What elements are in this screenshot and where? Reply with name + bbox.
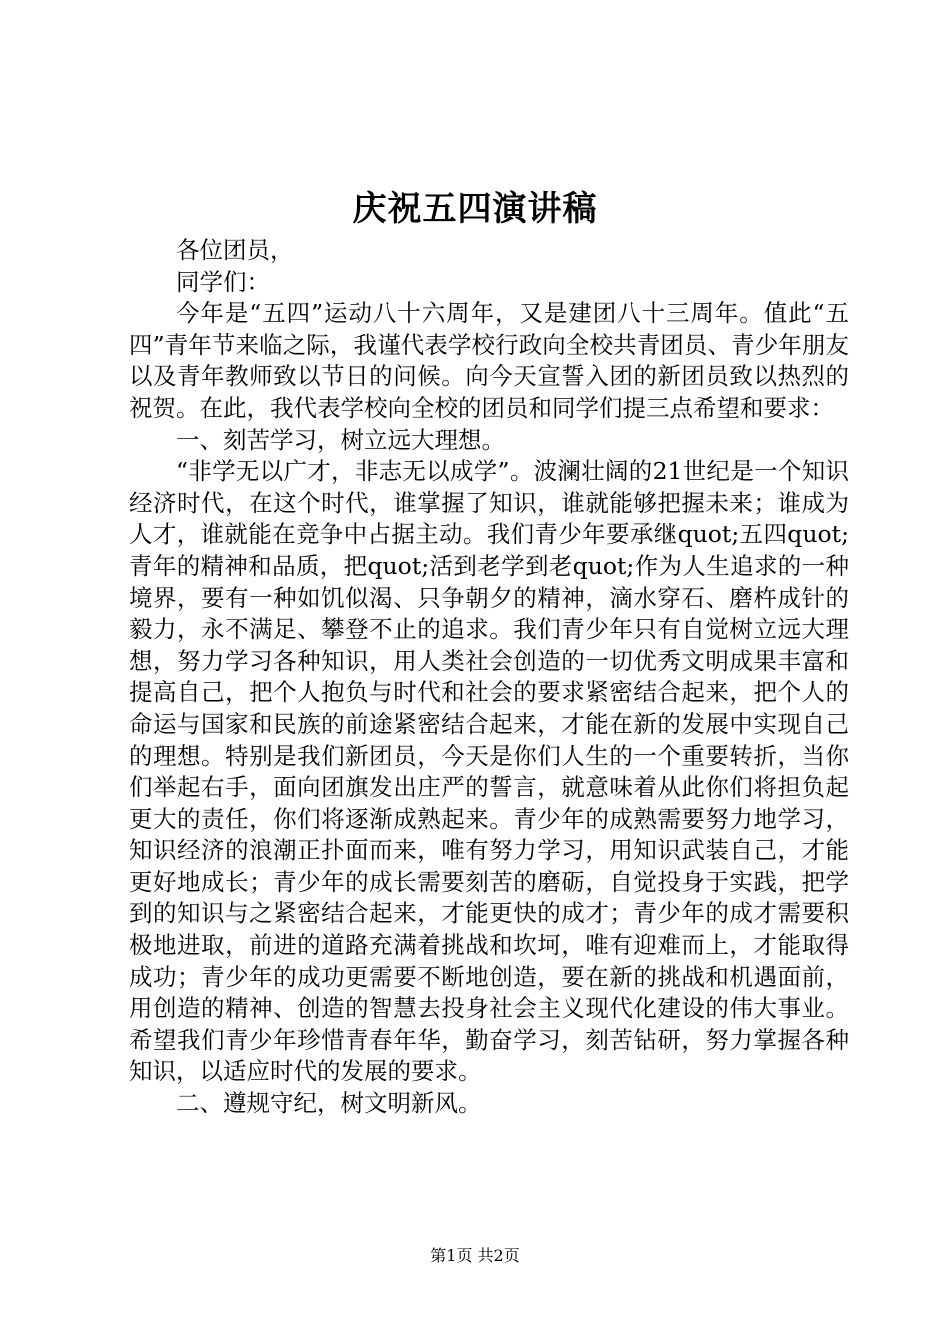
intro-paragraph: 今年是“五四”运动八十六周年，又是建团八十三周年。值此“五四”青年节来临之际，我谨代表学校行政向全校共青团员、青少年朋友以及青年教师致以节日的问候。向今天宣誓入团的新团员致以热烈的祝贺。在此，我代表学校向全校的团员和同学们提三点希望和要求： [129,299,849,422]
salutation-members: 各位团员， [176,236,294,264]
section-heading-2: 二、遵规守纪，树文明新风。 [176,1089,482,1118]
document-title: 庆祝五四演讲稿 [352,189,598,229]
section-1-paragraph: “非学无以广才，非志无以成学”。波澜壮阔的21世纪是一个知识经济时代，在这个时代，谁掌握了知识，谁就能够把握未来；谁成为人才，谁就能在竞争中占据主动。我们青少年要承继quot;五四quot;青年的精神和品质，把quot;活到老学到老quot;作为人生追求的一种境界，要有一种如饥似渴、只争朝夕的精神，滴水穿石、磨杵成针的毅力，永不满足、攀登不止的追求。我们青少年只有自觉树立远大理想，努力学习各种知识，用人类社会创造的一切优秀文明成果丰富和提高自己，把个人抱负与时代和社会的要求紧密结合起来，把个人的命运与国家和民族的前途紧密结合起来，才能在新的发展中实现自己的理想。特别是我们新团员，今天是你们人生的一个重要转折，当你们举起右手，面向团旗发出庄严的誓言，就意味着从此你们将担负起更大的责任，你们将逐渐成熟起来。青少年的成熟需要努力地学习，知识经济的浪潮正扑面而来，唯有努力学习，用知识武装自己，才能更好地成长；青少年的成长需要刻苦的磨砺，自觉投身于实践，把学到的知识与之紧密结合起来，才能更快的成才；青少年的成才需要积极地进取，前进的道路充满着挑战和坎坷，唯有迎难而上，才能取得成功；青少年的成功更需要不断地创造，要在新的挑战和机遇面前，用创造的精神、创造的智慧去投身社会主义现代化建设的伟大事业。希望我们青少年珍惜青春年华，勤奋学习，刻苦钻研，努力掌握各种知识，以适应时代的发展的要求。 [129,457,849,1086]
section-heading-1: 一、刻苦学习，树立远大理想。 [176,425,505,454]
document-body [129,235,849,1120]
salutation-students: 同学们： [176,267,270,296]
page-number-footer: 第1页 共2页 [430,1246,520,1265]
